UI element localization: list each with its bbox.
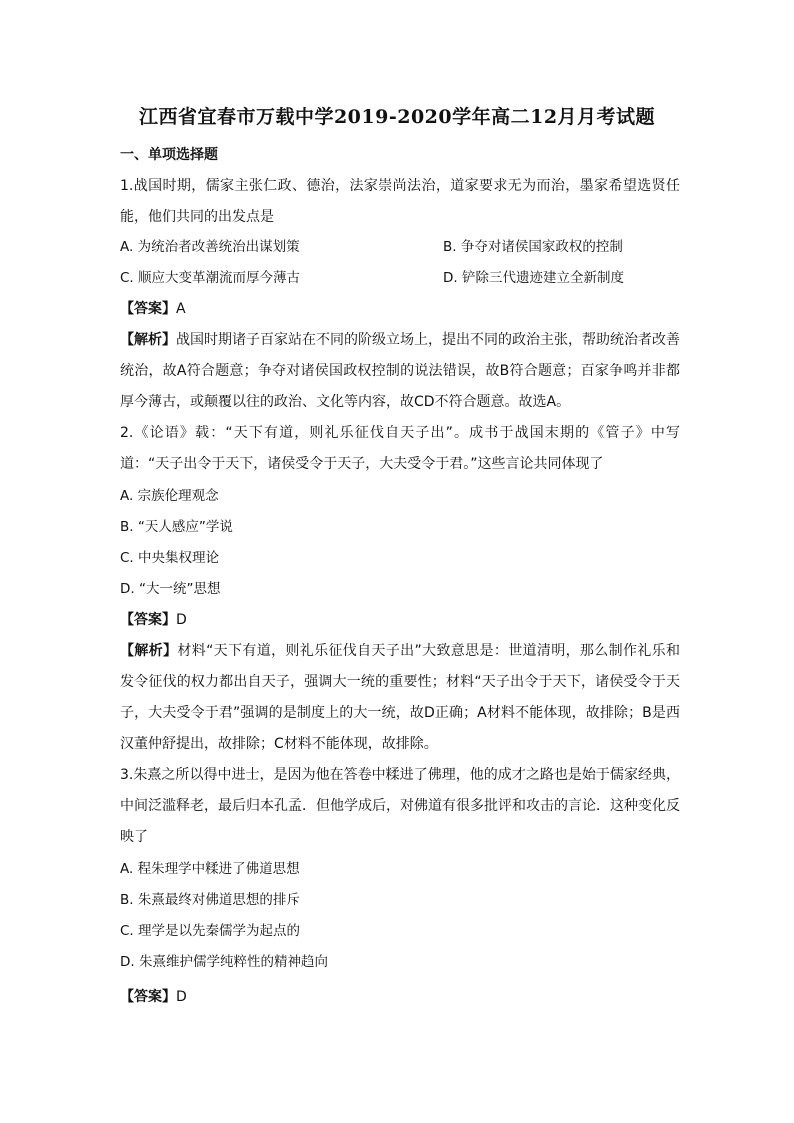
question-2-option-b: B. “天人感应”学说 [120,519,233,535]
question-2-option-d: D. “大一统”思想 [120,581,221,597]
section-heading: 一、单项选择题 [120,147,218,163]
analysis-text: 战国时期诸子百家站在不同的阶级立场上，提出不同的政治主张，帮助统治者改善统治，故A符合题意；争夺对诸侯国政权控制的说法错误，故B符合题意；百家争鸣并非都厚今薄古，或颠覆以往的政治、文化等内容，故CD不符合题意。故选A。 [120,332,680,410]
analysis-text: 材料“天下有道，则礼乐征伐自天子出”大致意思是：世道清明，那么制作礼乐和发令征伐的权力都出自天子，强调大一统的重要性；材料“天子出令于天下，诸侯受令于天子，大夫受令于君”强调的是制度上的大一统，故D正确；A材料不能体现，故排除；B是西汉董仲舒提出，故排除；C材料不能体现，故排除。 [120,643,680,752]
question-2-option-c: C. 中央集权理论 [120,550,220,566]
question-3-option-a: A. 程朱理学中糅进了佛道思想 [120,861,300,877]
answer-label: 【答案】 [120,989,176,1005]
question-1-analysis [120,325,680,418]
analysis-label: 【解析】 [120,332,176,348]
question-1-option-d: D. 铲除三代遗迹建立全新制度 [443,270,624,286]
question-3-option-c: C. 理学是以先秦儒学为起点的 [120,923,301,939]
answer-label: 【答案】 [120,612,176,628]
question-2-analysis [120,636,680,760]
answer-value: D [176,989,187,1005]
question-2-answer [120,605,680,636]
question-3-stem: 3.朱熹之所以得中进士，是因为他在答卷中糅进了佛理，他的成才之路也是始于儒家经典，中间泛滥释老，最后归本孔孟．但他学成后，对佛道有很多批评和攻击的言论．这种变化反映了 [120,767,680,845]
answer-label: 【答案】 [120,301,176,317]
document-title: 江西省宜春市万载中学2019-2020学年高二12月月考试题 [138,106,656,128]
answer-value: A [176,301,186,317]
question-3-option-b: B. 朱熹最终对佛道思想的排斥 [120,892,300,908]
question-1-option-c: C. 顺应大变革潮流而厚今薄古 [120,270,301,286]
question-3-option-d: D. 朱熹维护儒学纯粹性的精神趋向 [120,954,328,970]
question-2-stem: 2.《论语》载：“天下有道，则礼乐征伐自天子出”。成书于战国末期的《管子》中写道：“天子出令于天下，诸侯受令于天子，大夫受令于君。”这些言论共同体现了 [120,425,680,472]
question-1-answer [120,294,680,325]
question-1-option-b: B. 争夺对诸侯国家政权的控制 [443,239,623,255]
question-2-option-a: A. 宗族伦理观念 [120,488,219,504]
question-3-answer [120,982,680,1013]
analysis-label: 【解析】 [120,643,178,659]
question-1-option-a: A. 为统治者改善统治出谋划策 [120,239,300,255]
question-1-stem: 1.战国时期，儒家主张仁政、德治，法家崇尚法治，道家要求无为而治，墨家希望选贤任能，他们共同的出发点是 [120,178,680,225]
answer-value: D [176,612,187,628]
